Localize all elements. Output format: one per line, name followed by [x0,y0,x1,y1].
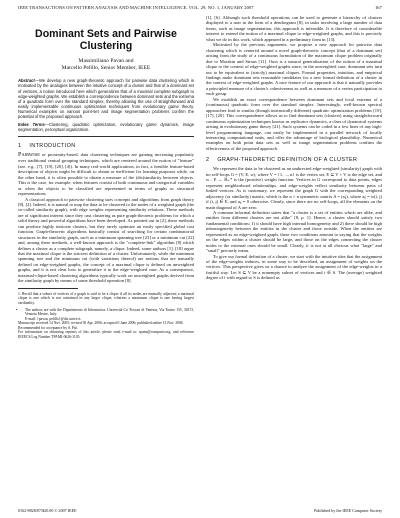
section-1-title: INTRODUCTION [29,142,76,149]
running-header [18,5,382,14]
abstract [18,78,194,118]
drop-cap: P [18,151,22,158]
intro-paragraph-2: A classical approach to pairwise clustering uses concepts and algorithms from graph theory [8], [2]. Indeed, it is natural to map the data to be clustered to the nodes of a weighted graph (the so-called similarity graph), with edge weights representing similarity relations. These methods are of significant interest since they cast clustering as pure graph-theoretic problems for which a solid theory and powerful algorithms have been developed. As pointed out in [2], these methods can produce highly intricate clusters, but they rarely optimize an easily specified global cost function. Graph-theoretic algorithms basically consist of searching for certain combinatorial structures in the similarity graph, such as a minimum spanning tree [23] or a minimum cut [22] and, among these methods, a well-known approach is the "complete-link" algorithm [8] which defines a cluster as a complete subgraph, namely, a clique. Indeed, some authors [1], [18] argue that the maximal clique is the strictest definition of a cluster. Unfortunately, while the minimum spanning tree and the minimum cut (with variations thereof) are notions that are naturally defined on edge-weighted graphs, the concept of a maximal clique is defined on unweighted graphs, and it is not clear how to generalize it to the edge-weighted case. As a consequence, maximal-clique-based clustering algorithms typically work on unweighted graphs derived from the similarity graph by means of some threshold operation [8]. [18,196,194,284]
abstract-label: Abstract [18,78,35,84]
page-number: 167 [374,5,382,10]
reprint-info: For information on obtaining reprints of this article, please send e-mail to: tpami@computer.org, and reference IEEECS Log Number TPAMI-0626-1105. [18,330,194,339]
section-2-number: 2 [206,157,210,164]
index-terms-label: Index Terms [18,121,45,127]
right-paragraph-1: [1], [6]. Although such threshold operations can be used to generate a hierarchy of clusters displayed to a user in the form of a dendrogram [8], in tasks involving a large number of data items, such as image segmentation, this approach is infeasible. It is therefore of considerable interest to extend the notion of a maximal clique to edge-weighted graphs, and this is precisely what we do in this work, which appeared in a preliminary form in [13]. [206,15,382,42]
author-block [18,58,194,72]
intro-paragraph-1 [18,152,194,197]
publisher-line: Published by the IEEE Computer Society [314,508,382,513]
index-terms [18,122,194,132]
page-footer [18,508,382,513]
right-column [206,15,382,281]
author-affiliation-note [18,308,194,340]
right-paragraph-3: We establish an exact correspondence between dominant sets and local extrema of a (continuous) quadratic form over the standard simplex. Interestingly, well-known spectral approaches lead to similar (though intrinsically different) quadratic optimization problems [19], [17], [20]. This correspondence allows us to find dominant sets (clusters) using straightforward continuous optimization techniques known as replicator dynamics, a class of dynamical systems arising in evolutionary game theory [21]. Such systems can be coded in a few lines of any high-level programming language, can easily be implemented in a parallel network of locally interacting computational units, and offer the advantage of biological plausibility. Numerical examples on both point data sets as well as image segmentation problems confirm the effectiveness of the proposed approach. [206,96,382,151]
section-2-title: GRAPH-THEORETIC DEFINITION OF A CLUSTER [217,157,358,164]
right-paragraph-2: Motivated by the previous arguments, we propose a new approach for pairwise data clustering which is centered around a novel graph-theoretic concept (that of a dominant set) arising from the study of a continuous formulation of the maximum clique problem originally due to Motzkin and Straus [11]. Ours is a natural generalization of the notion of a maximal clique to the context of edge-weighted graphs since, in the unweighted case, dominant sets turn out to be equivalent to (strictly) maximal cliques. Formal properties, intuition, and empirical findings make dominant sets reasonable candidates for a new formal definition of a cluster in the context of edge-weighted graphs. A nice feature of our approach is that it naturally provides a principled measure of a cluster's cohesiveness as well as a measure of a vertex participation to each group. [206,42,382,97]
affiliation: • The authors are with the Dipartimento di Informatica, Università Ca' Foscari di Venezia, Via Torino 155, 30172, Venezia Mestre, Italy. E-mail: {pavan, pelillo}@dsi.unive.it. [25,308,194,322]
footnote-1: 1. Recall that a subset of vertices of a graph is said to be a clique if all its nodes are mutually adjacent; a maximal clique is one which is not contained in any larger clique, whereas a maximum clique is one having largest cardinality. [18,291,194,305]
intro-paragraph-1-text: AIRWISE or proximity-based, data clustering techniques are gaining increasing popularity over traditional central grouping techniques, which are centered around the notion of "feature" (see, e.g., [7], [19], [20], [4]). In many real-world applications, in fact, a feasible feature-based description of objects might be difficult to obtain or inefficient for learning purposes while, on the other hand, it is often possible to obtain a measure of the (dis)similarity between objects. This is the case, for example, when features consist of both continuous and categorical variables or when the objects to be classified are represented in terms of graphs or structural representations. [18,151,194,197]
index-terms-text: —Clustering, quadratic optimization, evolutionary game dynamics, image segmentation, perceptual organization. [18,121,194,132]
left-column [18,20,194,339]
section-2-paragraph-2: A common informal definition states that "a cluster is a set of entities which are alike, and entities from different clusters are not alike" [8, p. 1]. Hence, a cluster should satisfy two fundamental conditions: 1) it should have high internal homogeneity and 2) there should be high inhomogeneity between the entities in the cluster and those outside. When the entities are represented as an edge-weighted graph, these two conditions amount to saying that the weights on the edges within a cluster should be large, and those on the edges connecting the cluster nodes to the external ones should be small. Clearly, it is not at all obvious what "large" and "small" precisely mean. [206,209,382,254]
author-line-2: Marcello Pelillo, Senior Member, IEEE [61,65,151,72]
author-email: E-mail: {pavan, pelillo}@dsi.unive.it. [25,316,82,321]
section-1-heading [18,143,194,149]
section-1-number: 1 [18,142,22,149]
recommended-by: Recommended for acceptance by S. Pal. [18,325,78,330]
section-2-paragraph-3: To give our formal definition of a cluster, we start with the intuitive idea that the assignment of the edge-weights induces, in some way to be described, an assignment of weights on the vertices. This perspective gives us a chance to analyze the assignment of the edge-weights in a fruitful way. Let S ⊆ V be a nonempty subset of vertices and i ∈ S. The (average) weighted degree of i with regard to S is defined as [206,253,382,281]
section-2-paragraph-1: We represent the data to be clustered as an undirected edge-weighted (similarity) graph with no self-loops G = (V, E, w), where V = {1, ..., n} is the vertex set, E ⊆ V × V is the edge set, and w : E → ℝ₊* is the (positive) weight function. Vertices in G correspond to data points, edges represent neighborhood relationships, and edge-weights reflect similarity between pairs of linked vertices. As is customary, we represent the graph G with the corresponding weighted adjacency (or similarity) matrix, which is the n × n symmetric matrix A = (aᵢⱼ), where aᵢⱼ = w(i, j) if (i, j) ∈ E, and aᵢⱼ = 0 otherwise. Clearly, since there are no self-loops, all the elements on the main diagonal of A are zero. [206,166,382,210]
manuscript-dates: Manuscript received 14 Nov. 2005; revised 30 Apr. 2006; accepted 6 June 2006; published online 13 Nov. 2006. [18,321,184,326]
paper-title: Dominant Sets and Pairwise Clustering [35,28,177,52]
issn-copyright: 0162-8828/07/$20.00 © 2007 IEEE [18,508,77,513]
journal-name: IEEE TRANSACTIONS ON PATTERN ANALYSIS AND MACHINE INTELLIGENCE, VOL. 29, NO. 1, JANUARY 2007 [18,5,254,10]
footnote-divider [18,288,78,289]
section-2-heading [206,157,382,163]
author-line-1: Massimiliano Pavan and [78,58,134,64]
abstract-text: —We develop a new graph-theoretic approach for pairwise data clustering which is motivated by the analogies between the intuitive concept of a cluster and that of a dominant set of vertices, a notion introduced here which generalizes that of a maximal complete subgraph to edge-weighted graphs. We establish a correspondence between dominant sets and the extrema of a quadratic form over the standard simplex, thereby allowing the use of straightforward and easily implementable continuous optimization techniques from evolutionary game theory. Numerical examples on various point-set and image segmentation problems confirm the potential of the proposed approach. [18,78,195,119]
abstract-divider [18,136,194,137]
